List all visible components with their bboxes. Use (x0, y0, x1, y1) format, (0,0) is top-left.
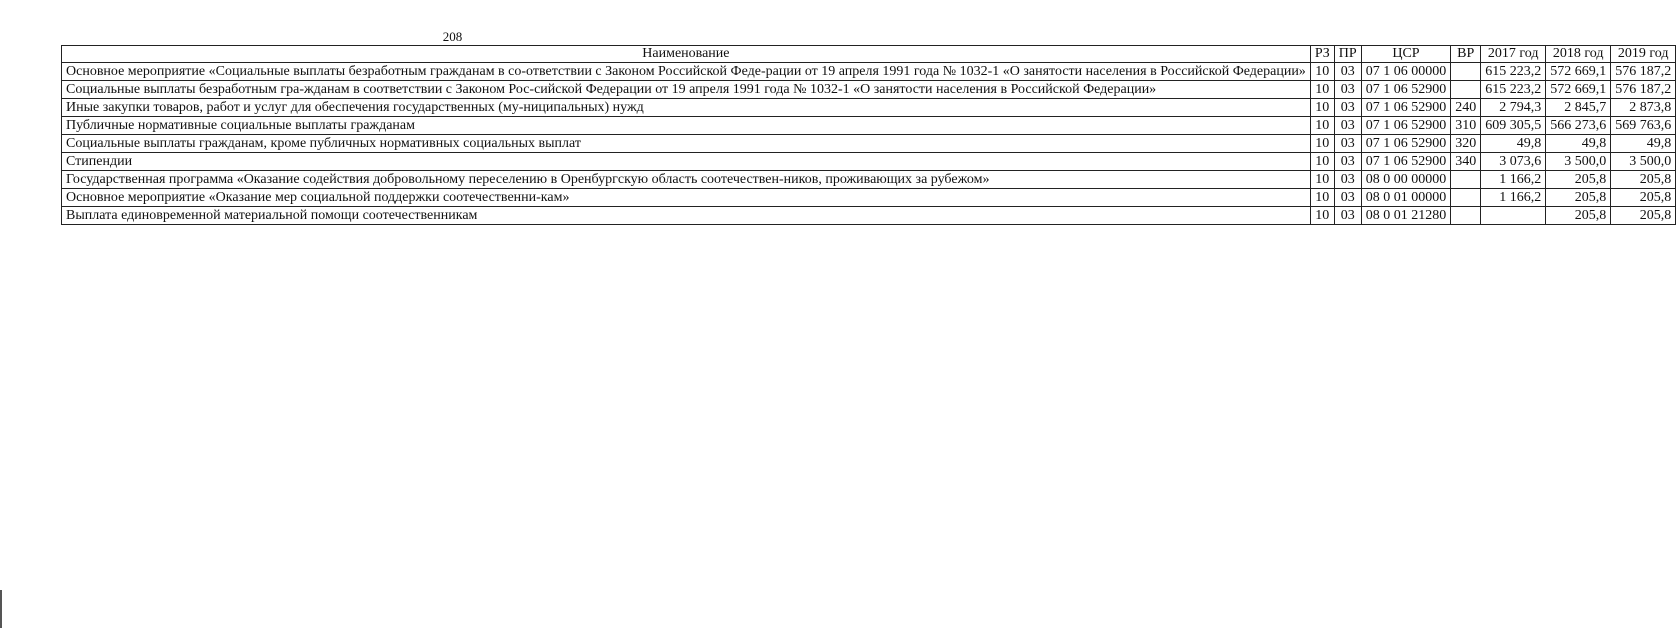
row-vr: 340 (1451, 153, 1481, 171)
row-pr: 03 (1334, 153, 1361, 171)
budget-table (61, 45, 1676, 225)
row-2018: 2 845,7 (1546, 99, 1611, 117)
row-csr: 07 1 06 52900 (1361, 81, 1451, 99)
row-name: Социальные выплаты безработным гра-жданам в соответствии с Законом Рос-сийской Федерации от 19 апреля 1991 года № 1032-1 «О занятости населения в Российской Федерации» (62, 81, 1311, 99)
row-rz: 10 (1310, 63, 1334, 81)
row-name: Основное мероприятие «Социальные выплаты безработным гражданам в со-ответствии с Законом Российской Феде-рации от 19 апреля 1991 года № 1032-1 «О занятости населения в Российской Федерации» (62, 63, 1311, 81)
row-name: Выплата единовременной материальной помощи соотечественникам (62, 207, 1311, 225)
table-row (62, 189, 1676, 207)
row-csr: 08 0 01 00000 (1361, 189, 1451, 207)
row-rz: 10 (1310, 189, 1334, 207)
row-vr: 240 (1451, 99, 1481, 117)
row-rz: 10 (1310, 171, 1334, 189)
row-name: Государственная программа «Оказание содействия добровольному переселению в Оренбургскую область соотечествен-ников, проживающих за рубежом» (62, 171, 1311, 189)
row-2019: 2 873,8 (1611, 99, 1676, 117)
row-csr: 07 1 06 52900 (1361, 117, 1451, 135)
header-pr: ПР (1334, 46, 1361, 63)
row-2017: 609 305,5 (1481, 117, 1546, 135)
header-2017: 2017 год (1481, 46, 1546, 63)
row-2017: 615 223,2 (1481, 81, 1546, 99)
row-csr: 07 1 06 00000 (1361, 63, 1451, 81)
row-pr: 03 (1334, 81, 1361, 99)
header-2019: 2019 год (1611, 46, 1676, 63)
table-row (62, 135, 1676, 153)
row-rz: 10 (1310, 117, 1334, 135)
row-rz: 10 (1310, 207, 1334, 225)
row-2019: 3 500,0 (1611, 153, 1676, 171)
header-2018: 2018 год (1546, 46, 1611, 63)
row-pr: 03 (1334, 63, 1361, 81)
table-row (62, 81, 1676, 99)
row-vr (1451, 171, 1481, 189)
row-2019: 49,8 (1611, 135, 1676, 153)
table-row (62, 117, 1676, 135)
row-name: Социальные выплаты гражданам, кроме публичных нормативных социальных выплат (62, 135, 1311, 153)
header-csr: ЦСР (1361, 46, 1451, 63)
row-2017: 3 073,6 (1481, 153, 1546, 171)
row-csr: 07 1 06 52900 (1361, 135, 1451, 153)
scan-edge-mark (0, 590, 2, 628)
row-2019: 569 763,6 (1611, 117, 1676, 135)
row-2019: 205,8 (1611, 171, 1676, 189)
row-pr: 03 (1334, 171, 1361, 189)
row-2019: 576 187,2 (1611, 81, 1676, 99)
row-2018: 572 669,1 (1546, 63, 1611, 81)
row-2018: 205,8 (1546, 189, 1611, 207)
row-csr: 07 1 06 52900 (1361, 99, 1451, 117)
row-vr: 320 (1451, 135, 1481, 153)
row-2018: 3 500,0 (1546, 153, 1611, 171)
row-pr: 03 (1334, 135, 1361, 153)
row-2018: 205,8 (1546, 171, 1611, 189)
row-2017: 49,8 (1481, 135, 1546, 153)
table-row (62, 63, 1676, 81)
row-pr: 03 (1334, 117, 1361, 135)
row-name: Иные закупки товаров, работ и услуг для обеспечения государственных (му-ниципальных) нужд (62, 99, 1311, 117)
table-row (62, 153, 1676, 171)
row-rz: 10 (1310, 81, 1334, 99)
header-vr: ВР (1451, 46, 1481, 63)
row-2017: 2 794,3 (1481, 99, 1546, 117)
header-name: Наименование (62, 46, 1311, 63)
row-csr: 07 1 06 52900 (1361, 153, 1451, 171)
row-2017: 1 166,2 (1481, 189, 1546, 207)
row-csr: 08 0 01 21280 (1361, 207, 1451, 225)
row-vr: 310 (1451, 117, 1481, 135)
row-2019: 205,8 (1611, 207, 1676, 225)
row-pr: 03 (1334, 99, 1361, 117)
row-pr: 03 (1334, 189, 1361, 207)
row-2017: 615 223,2 (1481, 63, 1546, 81)
table-row (62, 207, 1676, 225)
row-2019: 205,8 (1611, 189, 1676, 207)
row-rz: 10 (1310, 135, 1334, 153)
row-2017: 1 166,2 (1481, 171, 1546, 189)
row-2018: 205,8 (1546, 207, 1611, 225)
row-rz: 10 (1310, 99, 1334, 117)
header-row (62, 46, 1676, 63)
row-2018: 49,8 (1546, 135, 1611, 153)
row-2019: 576 187,2 (1611, 63, 1676, 81)
row-name: Публичные нормативные социальные выплаты гражданам (62, 117, 1311, 135)
row-vr (1451, 81, 1481, 99)
row-vr (1451, 63, 1481, 81)
row-name: Основное мероприятие «Оказание мер социальной поддержки соотечественни-кам» (62, 189, 1311, 207)
row-pr: 03 (1334, 207, 1361, 225)
row-rz: 10 (1310, 153, 1334, 171)
header-rz: РЗ (1310, 46, 1334, 63)
row-vr (1451, 189, 1481, 207)
row-vr (1451, 207, 1481, 225)
row-2017 (1481, 207, 1546, 225)
row-csr: 08 0 00 00000 (1361, 171, 1451, 189)
row-name: Стипендии (62, 153, 1311, 171)
table-row (62, 171, 1676, 189)
table-row (62, 99, 1676, 117)
page-number: 208 (442, 29, 463, 44)
row-2018: 566 273,6 (1546, 117, 1611, 135)
row-2018: 572 669,1 (1546, 81, 1611, 99)
